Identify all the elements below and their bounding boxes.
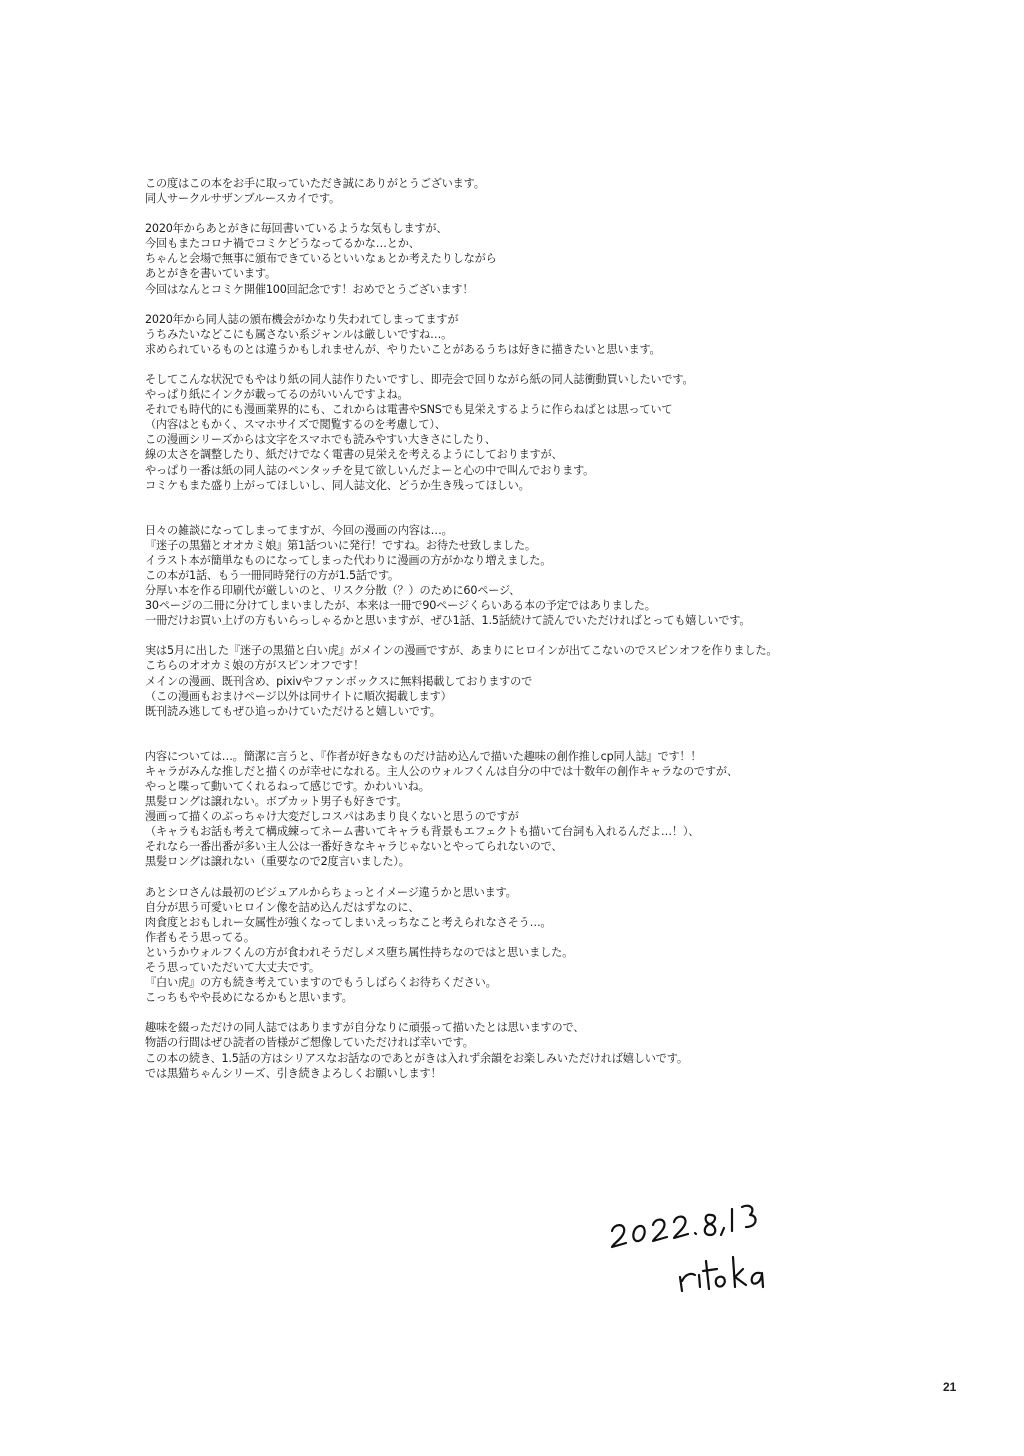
paragraph-spacer [145, 357, 905, 372]
text-line: 『迷子の黒猫とオオカミ娘』第1話ついに発行！ですね。お待たせ致しました。 [145, 538, 536, 552]
text-line: この度はこの本をお手に取っていただき誠にありがとうございます。 [145, 177, 485, 190]
text-line: 物語の行間はぜひ読者の皆様がご想像していただければ幸いです。 [145, 1036, 474, 1050]
text-line: 30ページの二冊に分けてしまいましたが、本来は一冊で90ページくらいある本の予定ではありました。 [145, 599, 656, 613]
text-line: あとシロさんは最初のビジュアルからちょっとイメージ違うかと思います。 [145, 885, 517, 899]
text-line: （キャラもお話も考えて構成練ってネーム書いてキャラも背景もエフェクトも描いて台詞も入れるんだよ…！）、 [145, 825, 700, 839]
afterword-body [145, 176, 905, 1081]
text-line: うちみたいなどこにも属さない系ジャンルは厳しいですね…。 [145, 327, 453, 341]
text-line: 趣味を綴っただけの同人誌ではありますが自分なりに頑張って描いたとは思いますので、 [145, 1021, 585, 1035]
text-line: 『白い虎』の方も続き考えていますのでもうしばらくお待ちください。 [145, 976, 497, 990]
text-line: 自分が思う可愛いヒロイン像を詰め込んだはずなのに、 [145, 900, 420, 914]
sig-date-0 [633, 1226, 644, 1241]
text-line: 一冊だけお買い上げの方もいらっしゃるかと思いますが、ぜひ1話、1.5話続けて読んでいただければとっても嬉しいです。 [145, 614, 751, 628]
text-line: 日々の雑談になってしまってますが、今回の漫画の内容は…。 [145, 523, 453, 537]
paragraph [145, 372, 905, 493]
sig-name-r [680, 1274, 695, 1291]
paragraph [145, 312, 905, 357]
text-line: 既刊読み逃してもぜひ追っかけていただけると嬉しいです。 [145, 704, 441, 718]
text-line: 内容については…。簡潔に言うと、『作者が好きなものだけ詰め込んで描いた趣味の創作推しcp同人誌』です！！ [145, 749, 702, 763]
paragraph [145, 749, 905, 870]
text-line: この本の続き、1.5話の方はシリアスなお話なのであとがきは入れず余韻をお楽しみいただければ嬉しいです。 [145, 1051, 688, 1065]
text-line: 漫画って描くのぶっちゃけ大変だしコスパはあまり良くないと思うのですが [145, 810, 519, 824]
sig-name-t [703, 1261, 717, 1289]
handwritten-signature [600, 1195, 800, 1310]
paragraph [145, 176, 905, 206]
text-line: そしてこんな状況でもやはり紙の同人誌作りたいですし、即売会で回りながら紙の同人誌衝動買いしたいです。 [145, 372, 694, 386]
paragraph-spacer [145, 206, 905, 221]
paragraph-spacer [145, 1005, 905, 1020]
paragraph [145, 523, 905, 629]
text-line: それなら一番出番が多い主人公は一番好きなキャラじゃないとやってられないので、 [145, 840, 563, 854]
sig-name-k [733, 1257, 746, 1287]
text-line: 今回はなんとコミケ開催100回記念です！おめでとうございます！ [145, 282, 474, 296]
text-line: そう思っていただいて大丈夫です。 [145, 961, 320, 975]
sig-date-dot1 [695, 1233, 696, 1234]
sig-name-a [752, 1273, 763, 1287]
text-line: 実は5月に出した『迷子の黒猫と白い虎』がメインの漫画ですが、あまりにヒロインが出てこないのでスピンオフを作りました。 [145, 644, 778, 658]
text-line: 求められているものとは違うかもしれませんが、やりたいことがあるうちは好きに描きたいと思います。 [145, 342, 661, 356]
text-line: 作者もそう思ってる。 [145, 930, 255, 944]
sig-name-i [699, 1275, 700, 1287]
text-line: こちらのオオカミ娘の方がスピンオフです！ [145, 659, 365, 673]
paragraph-spacer [145, 628, 905, 643]
text-line: 黒髪ロングは譲れない（重要なので2度言いました）。 [145, 855, 410, 869]
text-line: 2020年からあとがきに毎回書いているような気もしますが、 [145, 222, 448, 236]
text-line: メインの漫画、既刊含め、pixivやファンボックスに無料掲載しておりますので [145, 674, 533, 688]
text-line: やっぱり一番は紙の同人誌のペンタッチを見て欲しいんだよーと心の中で叫んでおります。 [145, 463, 595, 477]
text-line: こっちもやや長めになるかもと思います。 [145, 991, 353, 1005]
text-line: イラスト本が簡単なものになってしまった代わりに漫画の方がかなり増えました。 [145, 553, 552, 567]
sig-date-8 [705, 1215, 716, 1235]
text-line: 分厚い本を作る印刷代が厳しいのと、リスク分散（？）のために60ページ、 [145, 584, 521, 598]
paragraph [145, 1020, 905, 1080]
sig-date-2c [674, 1217, 688, 1238]
sig-date-3 [742, 1206, 756, 1227]
text-line: この漫画シリーズからは文字をスマホでも読みやすい大きさにしたり、 [145, 433, 496, 447]
paragraph [145, 221, 905, 296]
text-line: （内容はともかく、スマホサイズで閲覧するのを考慮して）、 [145, 418, 446, 432]
text-line: やっぱり紙にインクが載ってるのがいいんですよね。 [145, 388, 409, 402]
text-line: ちゃんと会場で無事に頒布できているといいなぁとか考えたりしながら [145, 252, 497, 266]
sig-date-comma [721, 1228, 724, 1235]
text-line: では黒猫ちゃんシリーズ、引き続きよろしくお願いします！ [145, 1066, 442, 1080]
text-line: 同人サークルサザンブルースカイです。 [145, 192, 340, 206]
text-line: それでも時代的にも漫画業界的にも、これからは電書やSNSでも見栄えするように作らねばとは思っていて [145, 403, 673, 417]
text-line: この本が1話、もう一冊同時発行の方が1.5話です。 [145, 568, 399, 582]
text-line: やっと喋って動いてくれるねって感じです。かわいいね。 [145, 780, 430, 793]
text-line: （この漫画もおまけページ以外は同サイトに順次掲載します） [145, 689, 452, 703]
sig-name-o [716, 1277, 725, 1287]
text-line: 黒髪ロングは譲れない。ボブカット男子も好きです。 [145, 795, 408, 809]
paragraph [145, 885, 905, 1006]
text-line: あとがきを書いています。 [145, 267, 276, 281]
text-line: キャラがみんな推しだと描くのが幸せになれる。主人公のウォルフくんは自分の中では十数年の創作キャラなのですが、 [145, 764, 738, 778]
paragraph-spacer [145, 493, 905, 523]
paragraph-spacer [145, 719, 905, 749]
text-line: コミケもまた盛り上がってほしいし、同人誌文化、どうか生き残ってほしい。 [145, 478, 530, 492]
page-number: 21 [943, 1380, 957, 1394]
sig-date-2a [612, 1225, 626, 1247]
paragraph-spacer [145, 297, 905, 312]
text-line: 肉食度とおもしれー女属性が強くなってしまいえっちなこと考えられなさそう…。 [145, 915, 552, 929]
paragraph [145, 643, 905, 718]
text-line: というかウォルフくんの方が食われそうだしメス堕ち属性持ちなのではと思いました。 [145, 945, 574, 959]
sig-date-2b [653, 1220, 667, 1241]
paragraph-spacer [145, 870, 905, 885]
text-line: 線の太さを調整したり、紙だけでなく電書の見栄えを考えるようにしておりますが、 [145, 448, 563, 462]
text-line: 2020年から同人誌の頒布機会がかなり失われてしまってますが [145, 312, 459, 326]
text-line: 今回もまたコロナ禍でコミケどうなってるかな…とか、 [145, 237, 420, 251]
